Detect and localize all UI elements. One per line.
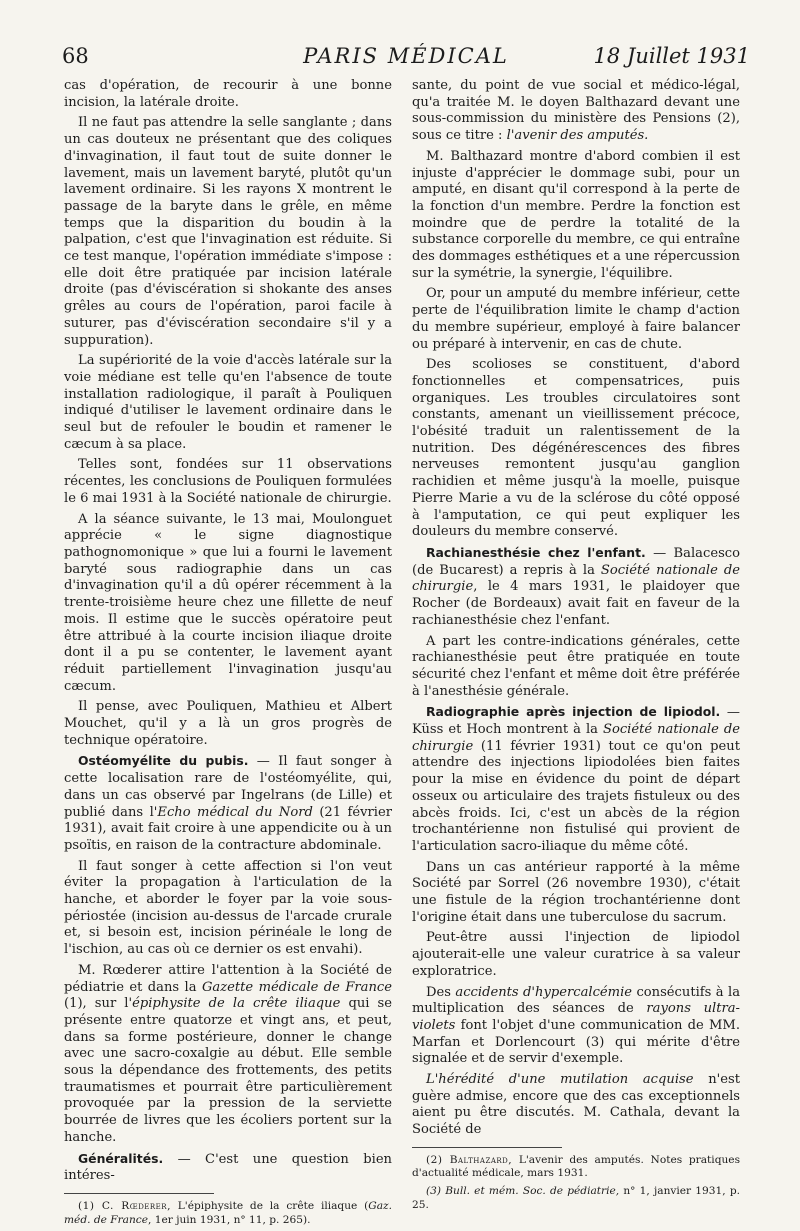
paragraph: Des scolioses se constituent, d'abord fonctionnelles et compensatrices, puis organiques. Les troubles circulatoires sont constants, amenant un vieillissement précoce, l'obésité traduit un ralentissement de la nutrition. Des dégénérescences des fibres nerveuses remontent jusqu'au ganglion rachidien et même jusqu'à la moelle, puisque Pierre Marie a vu de la sclérose du côté opposé à l'amputation, ce qui peut expliquer les douleurs du membre conservé.: [412, 357, 740, 540]
paragraph: [64, 963, 392, 1147]
paragraph: Il ne faut pas attendre la selle sanglante ; dans un cas douteux ne présentant que des coliques d'invagination, il faut tout de suite donner le lavement, mais un lavement baryté, plutôt qu'un lavement ordinaire. Si les rayons X montrent le passage de la baryte dans le grêle, en même temps que la disparition du boudin à la palpation, c'est que l'invagination est réduite. Si ce test manque, l'opération immédiate s'impose : elle doit être pratiquée par incision latérale droite (pas d'éviscération si shokante des anses grêles au cours de l'opération, paroi facile à suturer, pas d'éviscération secondaire s'il y a suppuration).: [64, 115, 392, 348]
footnote-divider: [64, 1193, 214, 1194]
paragraph: [412, 78, 740, 145]
paragraph: Il faut songer à cette affection si l'on veut éviter la propagation à l'articulation de la hanche, et aborder le foyer par la voie sous-périostée (incision au-dessus de l'arcade crurale et, si besoin est, incision périnéale le long de l'ischion, au cas où ce dernier os est envahi).: [64, 858, 392, 958]
text-run: , 1er juin 1931, n° 11, p. 265).: [148, 1213, 311, 1226]
paragraph: Or, pour un amputé du membre inférieur, cette perte de l'équilibration limite le champ d'action du membre supérieur, employé à faire balancer ou préparé à intervenir, en cas de chute.: [412, 286, 740, 352]
text-run: L'avenir des amputés. Notes pratiques d'actualité médicale, mars 1931.: [412, 1153, 740, 1180]
right-column: [412, 78, 740, 1216]
text-run: — C'est une question bien intéres-: [64, 1151, 392, 1184]
text-run: font l'objet d'une communication de MM. Marfan et Dorlencourt (3) qui mérite d'être signalée et de servir d'exemple.: [412, 1017, 740, 1067]
society-reference: Société nationale de chirurgie: [412, 722, 740, 754]
footnote-author: (2) Balthazard,: [426, 1153, 513, 1166]
paragraph: La supériorité de la voie d'accès latérale sur la voie médiane est telle qu'en l'absence de toute installation radiologique, il paraît à Pouliquen indiqué d'utiliser le lavement ordinaire dans le seul but de refouler le boudin et ramener le cæcum à sa place.: [64, 353, 392, 452]
section-rachianesthesie: [412, 545, 740, 630]
term: accidents d'hypercalcémie: [455, 984, 633, 1000]
text-run: Des: [426, 984, 456, 1000]
paragraph: A la séance suivante, le 13 mai, Moulonguet apprécie « le signe diagnostique pathognomonique » que lui a fourni le lavement baryté sous radiographie dans un cas d'invagination qu'il a dû opérer récemment à la trente-troisième heure chez une fillette de neuf mois. Il estime que le succès opératoire peut être attribué à la courte incision iliaque droite dont il a pu se contenter, le lavement ayant réduit partiellement l'invagination jusqu'au cæcum.: [64, 511, 392, 694]
page-header: [62, 40, 750, 74]
paragraph: [412, 1072, 740, 1139]
paragraph: cas d'opération, de recourir à une bonne incision, la latérale droite.: [64, 78, 392, 110]
paragraph: A part les contre-indications générales, cette rachianesthésie peut être pratiquée en toute sécurité chez l'enfant et même doit être préférée à l'anesthésie générale.: [412, 633, 740, 699]
text-run: sante, du point de vue social et médico-légal, qu'a traitée M. le doyen Balthazard devant une sous-commission du ministère des Pensions (2), sous ce titre :: [412, 78, 740, 144]
section-title: Généralités.: [78, 1150, 164, 1166]
issue-date: 18 Juillet 1931: [593, 44, 750, 68]
footnote-divider: [412, 1147, 562, 1148]
text-run: — Küss et Hoch montrent à la: [412, 705, 740, 738]
text-run: (1), sur l': [64, 996, 133, 1012]
text-run: L'épiphysite de la crête iliaque (: [170, 1200, 369, 1212]
text-run: — Balacesco (de Bucarest) a repris à la: [412, 545, 740, 578]
paragraph: Telles sont, fondées sur 11 observations récentes, les conclusions de Pouliquen formulées le 6 mai 1931 à la Société nationale de chirurgie.: [64, 457, 392, 506]
left-column: [64, 78, 392, 1231]
section-radiographie: [412, 704, 740, 855]
paragraph: [412, 985, 740, 1069]
paragraph: Il pense, avec Pouliquen, Mathieu et Albert Mouchet, qu'il y a là un gros progrès de technique opératoire.: [64, 699, 392, 748]
journal-reference: Gaz. méd. de France: [64, 1200, 392, 1226]
journal-reference: (3) Bull. et mém. Soc. de pédiatrie,: [426, 1185, 620, 1198]
paragraph: Dans un cas antérieur rapporté à la même Société par Sorrel (26 novembre 1930), c'était une fistule de la région trochantérienne dont l'origine était dans une tuberculose du sacrum.: [412, 859, 740, 925]
paragraph: Peut-être aussi l'injection de lipiodol ajouterait-elle une valeur curatrice à sa valeur exploratrice.: [412, 930, 740, 979]
text-run: M. Rœderer attire l'attention à la Société de pédiatrie et dans la: [64, 962, 392, 995]
term: épiphysite de la crête iliaque: [132, 996, 341, 1012]
text-run: n° 1, janvier 1931, p. 25.: [412, 1185, 740, 1211]
journal-reference: Gazette médicale de France: [201, 979, 392, 995]
section-title: Rachianesthésie chez l'enfant.: [426, 544, 646, 560]
title-reference: l'avenir des amputés.: [506, 128, 649, 144]
footnote-author: (1) C. Rœderer,: [78, 1200, 171, 1212]
text-run: — Il faut songer à cette localisation rare de l'ostéomyélite, qui, dans un cas observé par Ingelrans (de Lille) et publié dans l': [64, 754, 392, 820]
page-number: 68: [62, 44, 89, 68]
text-run: (11 février 1931) tout ce qu'on peut attendre des injections lipiodolées bien faites pour la mise en évidence du point de départ osseux ou articulaire des trajets fistuleux ou des abcès froids. Ici, c'est un abcès de la région trochantérienne non fistulisé qui provient de l'articulation sacro-iliaque du même côté.: [412, 738, 740, 854]
footnote-3: [412, 1185, 740, 1212]
text-run: qui se présente entre quatorze et vingt ans, et peut, dans sa forme postérieure, donner le change avec une sacro-coxalgie au début. Elle semble sous la dépendance des frottements, des petits traumatismes et pourrait être particulièrement provoquée par la pression de la serviette bourrée de livres que les écoliers portent sur la hanche.: [64, 996, 393, 1145]
footnote-1: [64, 1200, 392, 1227]
paragraph: M. Balthazard montre d'abord combien il est injuste d'apprécier le dommage subi, pour un amputé, en disant qu'il correspond à la perte de la fonction d'un membre. Perdre la fonction est moindre que de perdre la totalité de la substance corporelle du membre, ce qui entraîne des dommages esthétiques et a une répercussion sur la symétrie, la synergie, l'équilibre.: [412, 148, 740, 281]
text-run: n'est guère admise, encore que des cas exceptionnels aient pu être discutés. M. Cathala, devant la Société de: [412, 1072, 740, 1138]
section-title: Radiographie après injection de lipiodol.: [426, 704, 721, 720]
term: L'hérédité d'une mutilation acquise: [426, 1072, 694, 1088]
section-title: Ostéomyélite du pubis.: [78, 753, 249, 769]
section-generalites: [64, 1151, 392, 1185]
text-run: consécutifs à la multiplication des séances de: [412, 984, 740, 1017]
society-reference: Société nationale de chirurgie: [412, 562, 740, 595]
journal-title: PARIS MÉDICAL: [303, 44, 509, 68]
section-osteomyelite: [64, 753, 392, 854]
text-run: (21 février 1931), avait fait croire à une appendicite ou à un psoïtis, en raison de la contracture abdominale.: [64, 804, 393, 853]
term: rayons ultra-violets: [412, 1001, 740, 1033]
footnote-2: [412, 1154, 740, 1181]
text-run: , le 4 mars 1931, le plaidoyer que Rocher (de Bordeaux) avait fait en faveur de la rachianesthésie chez l'enfant.: [412, 579, 740, 628]
journal-reference: Echo médical du Nord: [157, 804, 313, 820]
